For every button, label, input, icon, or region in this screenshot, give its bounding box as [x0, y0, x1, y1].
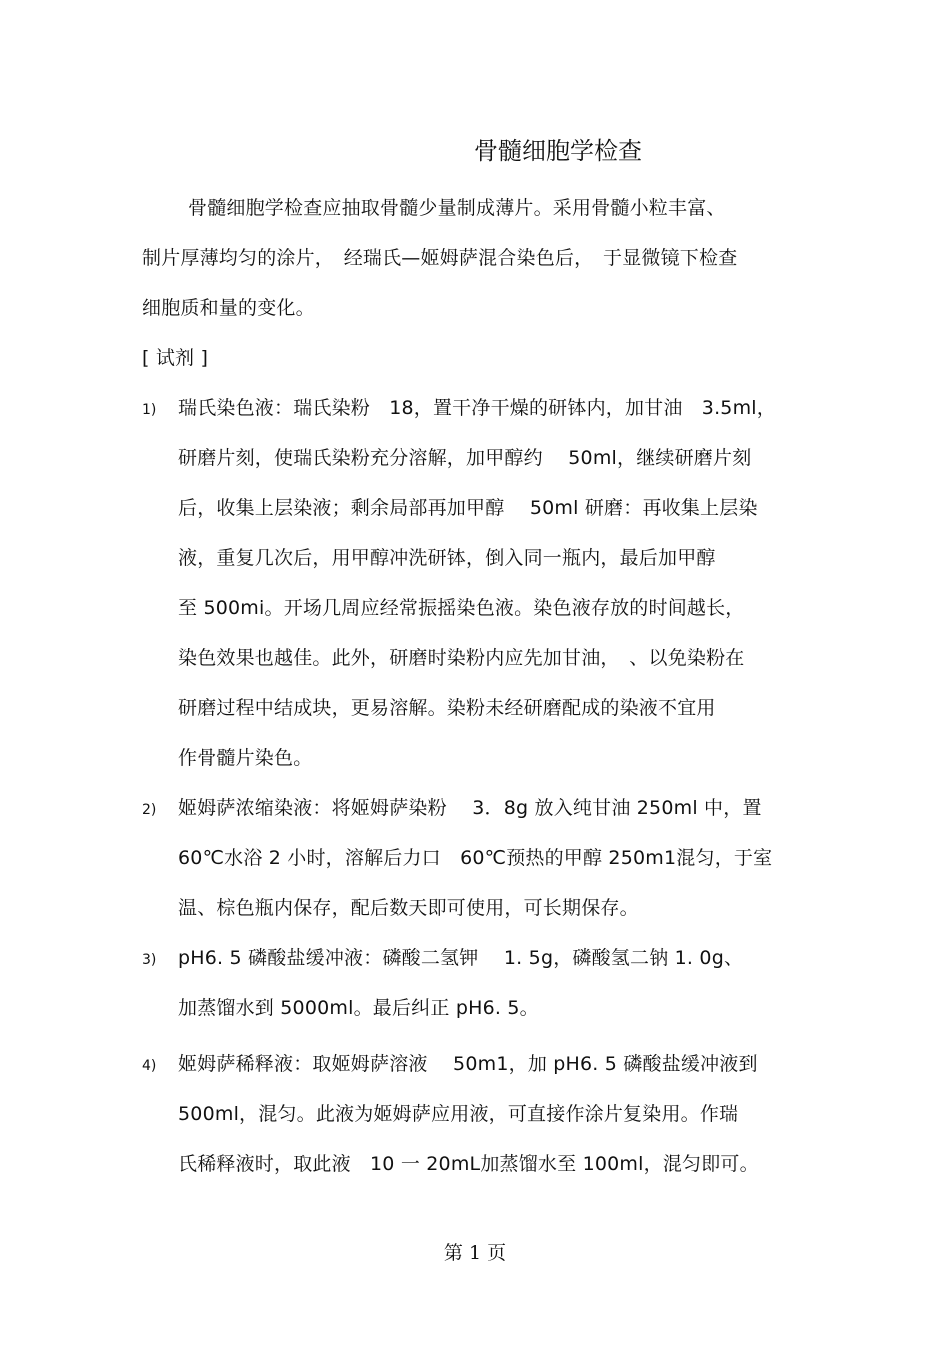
item-2-line-3: 温、棕色瓶内保存，配后数天即可使用，可长期保存。 — [178, 897, 639, 919]
item-1-line-1: 瑞氏染色液：瑞氏染粉 18，置干净干燥的研钵内，加甘油 3.5ml， — [178, 397, 776, 419]
item-1-line-5: 至 500mi。开场几周应经常振摇染色液。染色液存放的时间越长， — [178, 597, 745, 619]
item-1-line-4: 液，重复几次后，用甲醇冲洗研钵，倒入同一瓶内，最后加甲醇 — [178, 547, 716, 569]
item-3-line-2: 加蒸馏水到 5000ml。最后纠正 pH6. 5。 — [178, 997, 539, 1019]
section-heading: [ 试剂 ] — [142, 347, 209, 369]
item-number-4: 4) — [142, 1058, 157, 1074]
item-number-1: 1) — [142, 402, 157, 418]
intro-line-1: 骨髓细胞学检查应抽取骨髓少量制成薄片。采用骨髓小粒丰富、 — [188, 197, 726, 219]
page-footer: 第 1 页 — [443, 1242, 507, 1264]
item-number-2: 2) — [142, 802, 157, 818]
item-1-line-3: 后，收集上层染液；剩余局部再加甲醇 50ml 研磨：再收集上层染 — [178, 497, 758, 519]
intro-line-3: 细胞质和量的变化。 — [142, 297, 315, 319]
item-number-3: 3) — [142, 952, 157, 968]
item-4-line-2: 500ml，混匀。此液为姬姆萨应用液，可直接作涂片复染用。作瑞 — [178, 1103, 739, 1125]
document-title: 骨髓细胞学检查 — [474, 137, 642, 165]
item-1-line-8: 作骨髓片染色。 — [178, 747, 313, 769]
intro-line-2: 制片厚薄均匀的涂片， 经瑞氏—姬姆萨混合染色后， 于显微镜下检查 — [142, 247, 738, 269]
item-2-line-2: 60℃水浴 2 小时，溶解后力口 60℃预热的甲醇 250m1混匀，于室 — [178, 847, 773, 869]
item-2-line-1: 姬姆萨浓缩染液：将姬姆萨染粉 3．8g 放入纯甘油 250ml 中，置 — [178, 797, 762, 819]
item-3-line-1: pH6. 5 磷酸盐缓冲液：磷酸二氢钾 1. 5g，磷酸氢二钠 1. 0g、 — [178, 947, 744, 969]
item-1-line-2: 研磨片刻，使瑞氏染粉充分溶解，加甲醇约 50ml，继续研磨片刻 — [178, 447, 752, 469]
item-1-line-7: 研磨过程中结成块，更易溶解。染粉未经研磨配成的染液不宜用 — [178, 697, 716, 719]
item-1-line-6: 染色效果也越佳。此外，研磨时染粉内应先加甘油， 、以免染粉在 — [178, 647, 745, 669]
item-4-line-1: 姬姆萨稀释液：取姬姆萨溶液 50m1，加 pH6. 5 磷酸盐缓冲液到 — [178, 1053, 758, 1075]
item-4-line-3: 氏稀释液时，取此液 10 一 20mL加蒸馏水至 100ml，混匀即可。 — [178, 1153, 759, 1175]
